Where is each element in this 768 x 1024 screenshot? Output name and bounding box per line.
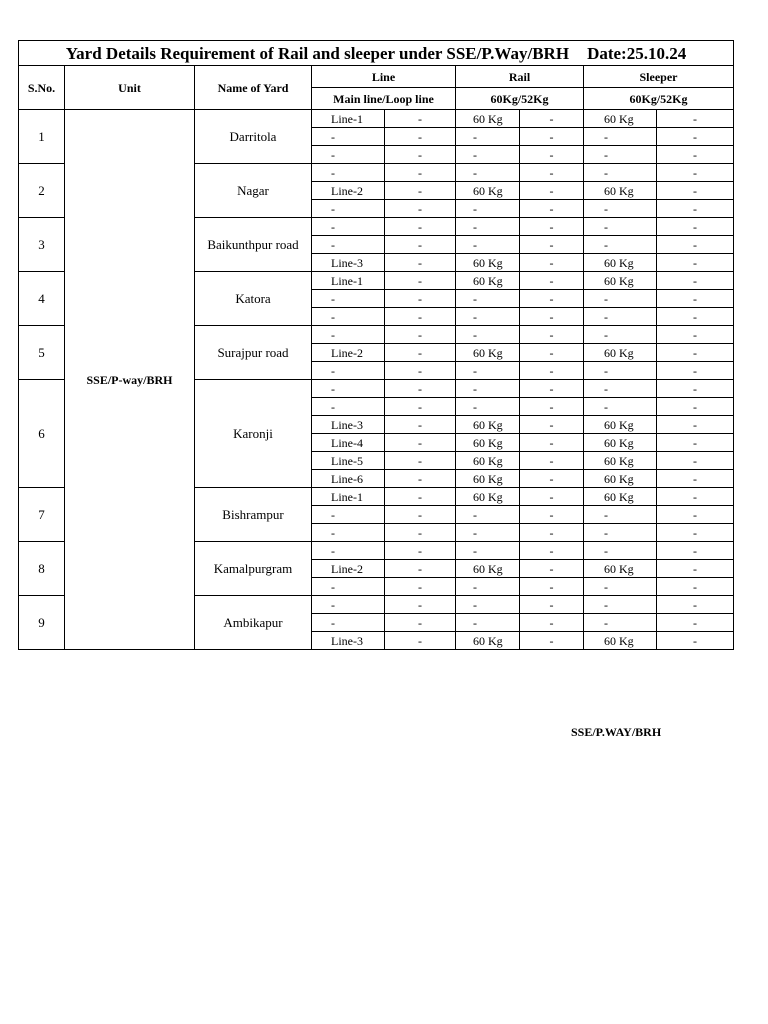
header-rail-sub: 60Kg/52Kg bbox=[456, 88, 584, 110]
sno-cell: 6 bbox=[19, 380, 65, 488]
table-row bbox=[19, 110, 734, 128]
rail-60kg-cell: 60 Kg bbox=[456, 272, 520, 290]
rail-52kg-cell: - bbox=[520, 308, 584, 326]
rail-60kg-cell: 60 Kg bbox=[456, 560, 520, 578]
sleeper-52kg-cell: - bbox=[657, 578, 734, 596]
line-name-cell: - bbox=[312, 290, 385, 308]
sleeper-60kg-cell: - bbox=[584, 200, 657, 218]
rail-60kg-cell: - bbox=[456, 380, 520, 398]
yard-name-cell: Nagar bbox=[195, 164, 312, 218]
sleeper-60kg-cell: - bbox=[584, 164, 657, 182]
sleeper-60kg-cell: 60 Kg bbox=[584, 272, 657, 290]
line-name-cell: - bbox=[312, 542, 385, 560]
rail-60kg-cell: - bbox=[456, 524, 520, 542]
line-type-cell: - bbox=[385, 488, 456, 506]
rail-52kg-cell: - bbox=[520, 542, 584, 560]
rail-52kg-cell: - bbox=[520, 290, 584, 308]
rail-60kg-cell: 60 Kg bbox=[456, 632, 520, 650]
line-name-cell: - bbox=[312, 128, 385, 146]
sleeper-52kg-cell: - bbox=[657, 524, 734, 542]
line-name-cell: Line-3 bbox=[312, 254, 385, 272]
sleeper-60kg-cell: 60 Kg bbox=[584, 434, 657, 452]
sleeper-52kg-cell: - bbox=[657, 452, 734, 470]
rail-60kg-cell: 60 Kg bbox=[456, 182, 520, 200]
header-sno: S.No. bbox=[19, 66, 65, 110]
rail-60kg-cell: 60 Kg bbox=[456, 470, 520, 488]
line-type-cell: - bbox=[385, 308, 456, 326]
sleeper-52kg-cell: - bbox=[657, 110, 734, 128]
line-name-cell: Line-1 bbox=[312, 110, 385, 128]
rail-52kg-cell: - bbox=[520, 110, 584, 128]
line-type-cell: - bbox=[385, 506, 456, 524]
line-type-cell: - bbox=[385, 614, 456, 632]
rail-60kg-cell: - bbox=[456, 164, 520, 182]
sleeper-60kg-cell: - bbox=[584, 614, 657, 632]
sleeper-60kg-cell: - bbox=[584, 218, 657, 236]
rail-60kg-cell: - bbox=[456, 362, 520, 380]
rail-60kg-cell: 60 Kg bbox=[456, 344, 520, 362]
sleeper-52kg-cell: - bbox=[657, 146, 734, 164]
sleeper-52kg-cell: - bbox=[657, 434, 734, 452]
sleeper-60kg-cell: - bbox=[584, 146, 657, 164]
yard-name-cell: Baikunthpur road bbox=[195, 218, 312, 272]
rail-52kg-cell: - bbox=[520, 488, 584, 506]
line-type-cell: - bbox=[385, 542, 456, 560]
sleeper-52kg-cell: - bbox=[657, 560, 734, 578]
sno-cell: 7 bbox=[19, 488, 65, 542]
sleeper-60kg-cell: - bbox=[584, 128, 657, 146]
sleeper-52kg-cell: - bbox=[657, 182, 734, 200]
line-name-cell: - bbox=[312, 596, 385, 614]
line-name-cell: - bbox=[312, 506, 385, 524]
rail-52kg-cell: - bbox=[520, 128, 584, 146]
line-name-cell: Line-3 bbox=[312, 632, 385, 650]
sleeper-60kg-cell: - bbox=[584, 362, 657, 380]
yard-name-cell: Katora bbox=[195, 272, 312, 326]
sleeper-52kg-cell: - bbox=[657, 344, 734, 362]
sleeper-60kg-cell: - bbox=[584, 326, 657, 344]
line-name-cell: - bbox=[312, 164, 385, 182]
rail-52kg-cell: - bbox=[520, 236, 584, 254]
sleeper-52kg-cell: - bbox=[657, 308, 734, 326]
yard-name-cell: Bishrampur bbox=[195, 488, 312, 542]
header-yard: Name of Yard bbox=[195, 66, 312, 110]
line-name-cell: Line-6 bbox=[312, 470, 385, 488]
line-type-cell: - bbox=[385, 398, 456, 416]
sleeper-52kg-cell: - bbox=[657, 254, 734, 272]
line-type-cell: - bbox=[385, 452, 456, 470]
rail-60kg-cell: - bbox=[456, 506, 520, 524]
line-name-cell: - bbox=[312, 614, 385, 632]
line-type-cell: - bbox=[385, 326, 456, 344]
line-name-cell: Line-3 bbox=[312, 416, 385, 434]
line-type-cell: - bbox=[385, 344, 456, 362]
rail-52kg-cell: - bbox=[520, 254, 584, 272]
rail-60kg-cell: - bbox=[456, 218, 520, 236]
rail-52kg-cell: - bbox=[520, 398, 584, 416]
sleeper-60kg-cell: 60 Kg bbox=[584, 182, 657, 200]
sno-cell: 4 bbox=[19, 272, 65, 326]
sleeper-60kg-cell: 60 Kg bbox=[584, 344, 657, 362]
sleeper-60kg-cell: - bbox=[584, 236, 657, 254]
sleeper-60kg-cell: - bbox=[584, 596, 657, 614]
sno-cell: 9 bbox=[19, 596, 65, 650]
rail-60kg-cell: - bbox=[456, 614, 520, 632]
line-name-cell: - bbox=[312, 200, 385, 218]
line-type-cell: - bbox=[385, 236, 456, 254]
sleeper-52kg-cell: - bbox=[657, 614, 734, 632]
line-name-cell: - bbox=[312, 146, 385, 164]
rail-52kg-cell: - bbox=[520, 218, 584, 236]
sleeper-60kg-cell: - bbox=[584, 308, 657, 326]
line-type-cell: - bbox=[385, 200, 456, 218]
header-line: Line bbox=[312, 66, 456, 88]
sleeper-60kg-cell: - bbox=[584, 290, 657, 308]
line-type-cell: - bbox=[385, 182, 456, 200]
table-body bbox=[19, 110, 734, 650]
rail-60kg-cell: - bbox=[456, 542, 520, 560]
line-type-cell: - bbox=[385, 524, 456, 542]
rail-52kg-cell: - bbox=[520, 578, 584, 596]
line-name-cell: - bbox=[312, 398, 385, 416]
sno-cell: 5 bbox=[19, 326, 65, 380]
sleeper-52kg-cell: - bbox=[657, 218, 734, 236]
line-type-cell: - bbox=[385, 272, 456, 290]
sleeper-52kg-cell: - bbox=[657, 200, 734, 218]
line-type-cell: - bbox=[385, 632, 456, 650]
rail-52kg-cell: - bbox=[520, 146, 584, 164]
sleeper-52kg-cell: - bbox=[657, 362, 734, 380]
line-name-cell: Line-2 bbox=[312, 344, 385, 362]
sno-cell: 2 bbox=[19, 164, 65, 218]
line-name-cell: Line-5 bbox=[312, 452, 385, 470]
rail-60kg-cell: 60 Kg bbox=[456, 254, 520, 272]
rail-52kg-cell: - bbox=[520, 380, 584, 398]
sleeper-52kg-cell: - bbox=[657, 416, 734, 434]
yard-name-cell: Karonji bbox=[195, 380, 312, 488]
sleeper-52kg-cell: - bbox=[657, 398, 734, 416]
line-name-cell: - bbox=[312, 524, 385, 542]
rail-60kg-cell: - bbox=[456, 308, 520, 326]
rail-52kg-cell: - bbox=[520, 164, 584, 182]
rail-52kg-cell: - bbox=[520, 506, 584, 524]
rail-52kg-cell: - bbox=[520, 326, 584, 344]
rail-52kg-cell: - bbox=[520, 596, 584, 614]
document-title bbox=[19, 41, 734, 66]
line-name-cell: Line-4 bbox=[312, 434, 385, 452]
line-name-cell: - bbox=[312, 308, 385, 326]
signature: SSE/P.WAY/BRH bbox=[571, 725, 662, 739]
rail-60kg-cell: 60 Kg bbox=[456, 416, 520, 434]
rail-52kg-cell: - bbox=[520, 182, 584, 200]
sleeper-52kg-cell: - bbox=[657, 272, 734, 290]
rail-52kg-cell: - bbox=[520, 614, 584, 632]
sleeper-60kg-cell: 60 Kg bbox=[584, 254, 657, 272]
rail-52kg-cell: - bbox=[520, 416, 584, 434]
rail-60kg-cell: - bbox=[456, 326, 520, 344]
sleeper-60kg-cell: 60 Kg bbox=[584, 470, 657, 488]
rail-60kg-cell: - bbox=[456, 236, 520, 254]
line-type-cell: - bbox=[385, 128, 456, 146]
line-type-cell: - bbox=[385, 578, 456, 596]
line-type-cell: - bbox=[385, 434, 456, 452]
rail-60kg-cell: 60 Kg bbox=[456, 488, 520, 506]
line-name-cell: - bbox=[312, 578, 385, 596]
rail-52kg-cell: - bbox=[520, 344, 584, 362]
sleeper-52kg-cell: - bbox=[657, 290, 734, 308]
line-type-cell: - bbox=[385, 110, 456, 128]
sleeper-60kg-cell: - bbox=[584, 398, 657, 416]
line-type-cell: - bbox=[385, 290, 456, 308]
rail-60kg-cell: 60 Kg bbox=[456, 110, 520, 128]
sleeper-52kg-cell: - bbox=[657, 380, 734, 398]
line-name-cell: Line-2 bbox=[312, 560, 385, 578]
sleeper-60kg-cell: 60 Kg bbox=[584, 452, 657, 470]
sleeper-52kg-cell: - bbox=[657, 596, 734, 614]
sleeper-60kg-cell: 60 Kg bbox=[584, 110, 657, 128]
line-name-cell: - bbox=[312, 380, 385, 398]
line-type-cell: - bbox=[385, 362, 456, 380]
rail-52kg-cell: - bbox=[520, 434, 584, 452]
sleeper-52kg-cell: - bbox=[657, 128, 734, 146]
rail-60kg-cell: - bbox=[456, 290, 520, 308]
sleeper-52kg-cell: - bbox=[657, 236, 734, 254]
rail-52kg-cell: - bbox=[520, 362, 584, 380]
line-type-cell: - bbox=[385, 254, 456, 272]
sno-cell: 3 bbox=[19, 218, 65, 272]
rail-60kg-cell: - bbox=[456, 146, 520, 164]
rail-52kg-cell: - bbox=[520, 200, 584, 218]
yard-name-cell: Darritola bbox=[195, 110, 312, 164]
sno-cell: 1 bbox=[19, 110, 65, 164]
yard-details-table bbox=[18, 40, 734, 650]
header-unit: Unit bbox=[65, 66, 195, 110]
line-type-cell: - bbox=[385, 560, 456, 578]
title-text: Yard Details Requirement of Rail and sleeper under SSE/P.Way/BRH bbox=[65, 43, 570, 63]
line-type-cell: - bbox=[385, 416, 456, 434]
line-name-cell: Line-1 bbox=[312, 488, 385, 506]
rail-60kg-cell: - bbox=[456, 596, 520, 614]
rail-60kg-cell: - bbox=[456, 578, 520, 596]
header-rail: Rail bbox=[456, 66, 584, 88]
rail-52kg-cell: - bbox=[520, 272, 584, 290]
sleeper-60kg-cell: - bbox=[584, 380, 657, 398]
line-type-cell: - bbox=[385, 218, 456, 236]
sleeper-60kg-cell: 60 Kg bbox=[584, 560, 657, 578]
sleeper-52kg-cell: - bbox=[657, 632, 734, 650]
rail-52kg-cell: - bbox=[520, 470, 584, 488]
rail-52kg-cell: - bbox=[520, 524, 584, 542]
sleeper-52kg-cell: - bbox=[657, 164, 734, 182]
rail-52kg-cell: - bbox=[520, 560, 584, 578]
yard-name-cell: Surajpur road bbox=[195, 326, 312, 380]
line-type-cell: - bbox=[385, 470, 456, 488]
rail-52kg-cell: - bbox=[520, 632, 584, 650]
sleeper-60kg-cell: - bbox=[584, 524, 657, 542]
line-name-cell: Line-2 bbox=[312, 182, 385, 200]
line-type-cell: - bbox=[385, 596, 456, 614]
header-line-sub: Main line/Loop line bbox=[312, 88, 456, 110]
sleeper-60kg-cell: - bbox=[584, 542, 657, 560]
sleeper-60kg-cell: 60 Kg bbox=[584, 632, 657, 650]
sleeper-52kg-cell: - bbox=[657, 470, 734, 488]
line-type-cell: - bbox=[385, 380, 456, 398]
rail-60kg-cell: - bbox=[456, 398, 520, 416]
sleeper-60kg-cell: - bbox=[584, 506, 657, 524]
rail-60kg-cell: - bbox=[456, 128, 520, 146]
rail-60kg-cell: - bbox=[456, 200, 520, 218]
header-sleeper: Sleeper bbox=[584, 66, 734, 88]
line-name-cell: - bbox=[312, 218, 385, 236]
line-type-cell: - bbox=[385, 146, 456, 164]
yard-name-cell: Ambikapur bbox=[195, 596, 312, 650]
sleeper-60kg-cell: 60 Kg bbox=[584, 416, 657, 434]
line-name-cell: - bbox=[312, 362, 385, 380]
unit-cell: SSE/P-way/BRH bbox=[65, 110, 195, 650]
sno-cell: 8 bbox=[19, 542, 65, 596]
sleeper-52kg-cell: - bbox=[657, 488, 734, 506]
sleeper-52kg-cell: - bbox=[657, 506, 734, 524]
sleeper-52kg-cell: - bbox=[657, 326, 734, 344]
line-type-cell: - bbox=[385, 164, 456, 182]
rail-60kg-cell: 60 Kg bbox=[456, 434, 520, 452]
yard-name-cell: Kamalpurgram bbox=[195, 542, 312, 596]
line-name-cell: - bbox=[312, 326, 385, 344]
sleeper-52kg-cell: - bbox=[657, 542, 734, 560]
line-name-cell: - bbox=[312, 236, 385, 254]
sleeper-60kg-cell: - bbox=[584, 578, 657, 596]
rail-60kg-cell: 60 Kg bbox=[456, 452, 520, 470]
rail-52kg-cell: - bbox=[520, 452, 584, 470]
header-sleeper-sub: 60Kg/52Kg bbox=[584, 88, 734, 110]
sleeper-60kg-cell: 60 Kg bbox=[584, 488, 657, 506]
line-name-cell: Line-1 bbox=[312, 272, 385, 290]
title-date: Date:25.10.24 bbox=[587, 43, 687, 63]
